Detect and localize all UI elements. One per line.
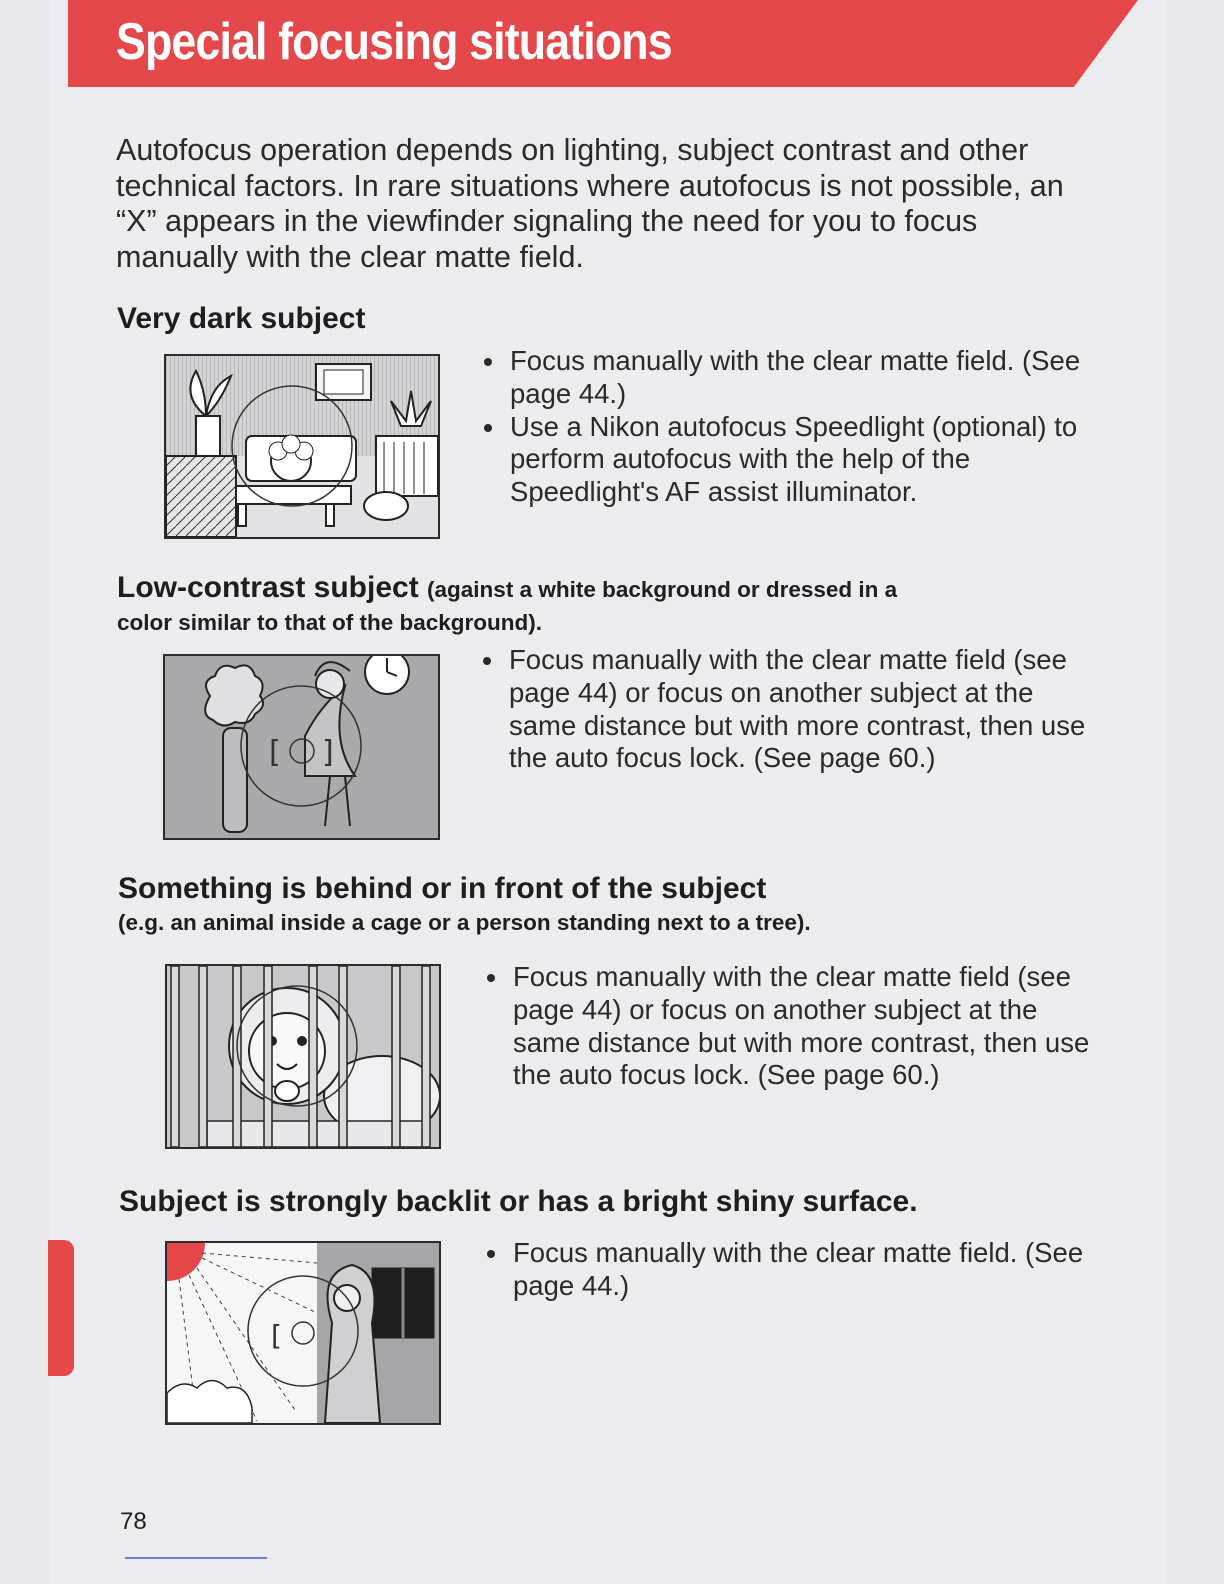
page-number: 78 [120,1508,147,1535]
section-heading-behind-front: Something is behind or in front of the subject [118,872,767,905]
heading-sub-continued: color similar to that of the background). [117,610,543,635]
heading-main-text: Low-contrast subject [117,571,419,604]
dark-subject-illustration [164,354,440,539]
section-heading-low-contrast [117,571,897,605]
svg-text:[: [ [269,735,281,770]
behind-front-bullets [485,961,1095,1092]
bullet-item: Use a Nikon autofocus Speedlight (optional) to perform autofocus with the help of the Speedlight's AF assist illuminator. [482,411,1082,509]
bullet-item: Focus manually with the clear matte field. (See page 44.) [482,345,1082,411]
svg-text:]: ] [322,735,334,770]
heading-sub-text: (against a white background or dressed in a [427,577,898,602]
low-contrast-bullets [481,644,1091,775]
page-title: Special focusing situations [116,13,672,71]
svg-text:[: [ [271,1319,282,1352]
low-contrast-illustration [163,654,440,840]
divider [125,1557,267,1559]
section-heading-backlit: Subject is strongly backlit or has a bright shiny surface. [119,1185,918,1218]
chapter-tab [48,1240,74,1376]
dark-subject-bullets [482,345,1082,509]
heading-sub-text: (e.g. an animal inside a cage or a person standing next to a tree). [118,910,811,935]
section-heading-dark-subject: Very dark subject [117,302,366,335]
intro-paragraph: Autofocus operation depends on lighting, subject contrast and other technical factors. In rare situations where autofocus is not possible, an “X” appears in the viewfinder signaling the need for you to focus manually with the clear matte field. [116,133,1064,274]
bullet-item: Focus manually with the clear matte field (see page 44) or focus on another subject at the same distance but with more contrast, then use the auto focus lock. (See page 60.) [485,961,1095,1092]
backlit-bullets [485,1237,1095,1303]
cage-illustration [165,964,441,1149]
bullet-item: Focus manually with the clear matte field. (See page 44.) [485,1237,1095,1303]
bullet-item: Focus manually with the clear matte field (see page 44) or focus on another subject at the same distance but with more contrast, then use the auto focus lock. (See page 60.) [481,644,1091,775]
backlit-illustration [165,1241,441,1425]
